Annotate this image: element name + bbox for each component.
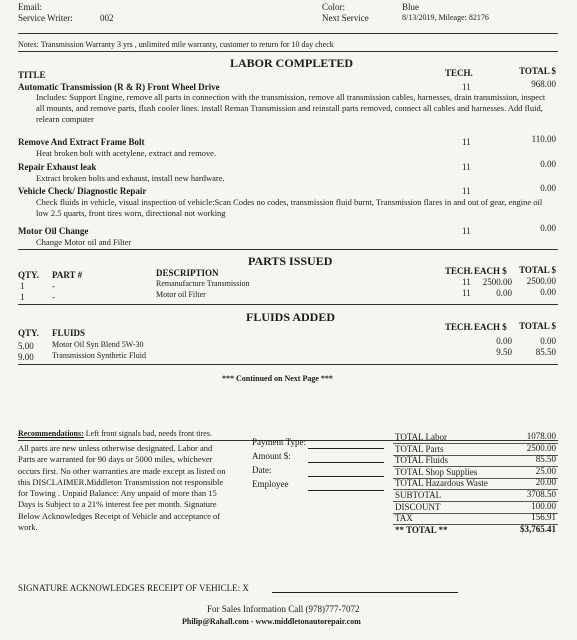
parts-col-total: TOTAL $ xyxy=(519,265,556,275)
totals-value: 85.50 xyxy=(535,454,556,465)
signature-field[interactable] xyxy=(272,592,458,593)
parts-col-desc: DESCRIPTION xyxy=(156,268,219,278)
labor-col-tech: TECH. xyxy=(445,68,473,78)
fluids-col-each: EACH $ xyxy=(474,322,507,332)
notes-text: Transmission Warranty 3 yrs , unlimited mile warranty, customer to return for 10 day check xyxy=(40,40,334,49)
parts-item-tech: 11 xyxy=(462,288,471,298)
signature-label xyxy=(18,583,249,593)
totals-label: DISCOUNT xyxy=(395,501,441,512)
labor-item-tech: 11 xyxy=(462,186,471,196)
totals-label: TAX xyxy=(395,513,413,524)
totals-value: 20.00 xyxy=(535,477,556,488)
parts-col-qty: QTY. xyxy=(18,270,39,280)
labor-item-tech: 11 xyxy=(462,137,471,147)
labor-section-title: LABOR COMPLETED xyxy=(230,56,354,70)
divider xyxy=(18,33,558,34)
totals-value: 3708.50 xyxy=(526,489,556,499)
parts-item-each: 2500.00 xyxy=(482,277,512,287)
service-writer-label: Service Writer: xyxy=(18,13,73,23)
parts-col-each: EACH $ xyxy=(474,266,507,276)
divider xyxy=(18,249,558,250)
parts-item-qty: 1 xyxy=(20,281,25,291)
notes xyxy=(18,40,334,49)
recommendations-text: Left front signals bad, needs front tires. xyxy=(85,429,212,438)
parts-col-tech: TECH. xyxy=(445,266,473,276)
continued-note: *** Continued on Next Page *** xyxy=(222,374,333,383)
fluids-section-title: FLUIDS ADDED xyxy=(246,310,336,324)
parts-item-total: 0.00 xyxy=(540,287,556,297)
totals-label: TOTAL Shop Supplies xyxy=(395,466,478,477)
labor-item-total: 110.00 xyxy=(531,134,556,144)
disclaimer-text: All parts are new unless otherwise designated. Labor and Parts are warranted for 90 days or 5000 miles, whichever occurs first. No other warranties are made except as listed on this DISCLAIMER.Middleton Transmission not responsible for Towing . Unpaid Balance: Any unpaid of more than 15 Days is Subject to a 21% interest fee per month. Signature Below Acknowledges Receipt of Vehicle and acceptance of work. xyxy=(18,443,226,533)
fluids-item-name: Transmission Synthetic Fluid xyxy=(52,351,146,360)
footer-sales-info: For Sales Information Call (978)777-7072 xyxy=(207,604,360,614)
payment-type-field[interactable] xyxy=(308,448,384,449)
labor-item-title: Vehicle Check/ Diagnostic Repair xyxy=(18,186,147,196)
employee-field[interactable] xyxy=(308,490,384,491)
labor-item-title: Automatic Transmission (R & R) Front Wheel Drive xyxy=(18,82,220,92)
recommendations xyxy=(18,429,212,438)
signature-x: X xyxy=(242,583,249,593)
totals-label: ** TOTAL ** xyxy=(395,524,448,535)
color-value: Blue xyxy=(402,2,419,12)
totals-value: 1078.00 xyxy=(526,431,556,441)
fluids-item-qty: 5.00 xyxy=(18,341,34,351)
notes-label: Notes: xyxy=(18,40,39,49)
totals-label: SUBTOTAL xyxy=(395,490,442,500)
totals-label: TOTAL Parts xyxy=(395,443,444,454)
labor-col-title: TITLE xyxy=(18,70,46,80)
fluids-col-fluids: FLUIDS xyxy=(52,328,86,338)
date-field[interactable] xyxy=(308,476,384,477)
amount-field[interactable] xyxy=(308,462,384,463)
labor-item-desc: Heat broken bolt with acetylene, extract and remove. xyxy=(36,148,217,158)
parts-item-qty: 1 xyxy=(20,292,25,302)
labor-item-desc: Includes: Support Engine, remove all parts in connection with the transmission, remove all transmission cables, harnesses, drain transmission, inspect all mounts, and remove parts, flush cooler lines. install Reman Transmission and reinstall parts removed, connect all cables and harnesses. Add fluid, relearn computer xyxy=(36,92,546,124)
email-label: Email: xyxy=(18,2,42,12)
fluids-item-total: 0.00 xyxy=(540,336,556,346)
signature-text: SIGNATURE ACKNOWLEDGES RECEIPT OF VEHICLE: xyxy=(18,583,241,593)
totals-label: TOTAL Fluids xyxy=(395,455,449,466)
employee-label: Employee xyxy=(252,479,289,489)
parts-item-tech: 11 xyxy=(462,277,471,287)
divider xyxy=(18,364,558,365)
next-service-label: Next Service xyxy=(322,13,369,23)
fluids-col-total: TOTAL $ xyxy=(519,321,556,331)
parts-item-desc: Remanufacture Transmission xyxy=(156,279,250,288)
fluids-col-qty: QTY. xyxy=(18,328,39,338)
parts-section-title: PARTS ISSUED xyxy=(248,254,333,268)
labor-item-tech: 11 xyxy=(462,82,471,92)
totals-value: 156.91 xyxy=(531,512,556,523)
fluids-item-qty: 9.00 xyxy=(18,352,34,362)
labor-item-title: Motor Oil Change xyxy=(18,226,89,236)
labor-item-title: Repair Exhaust leak xyxy=(18,162,97,172)
divider xyxy=(18,51,558,52)
labor-item-total: 0.00 xyxy=(540,223,556,233)
fluids-item-each: 9.50 xyxy=(496,347,512,357)
parts-item-each: 0.00 xyxy=(496,288,512,298)
totals-value: 25.00 xyxy=(535,465,556,476)
labor-item-desc: Check fluids in vehicle, visual inspection of vehicle:Scan Codes no codes, transmission fluid burnt, Transmission flares in and out of gear, engine oil low 2.5 quarts, front tires worn, directional not working xyxy=(36,197,543,218)
parts-item-part: - xyxy=(52,292,55,302)
recommendations-label: Recommendations: xyxy=(18,429,84,438)
parts-item-desc: Motor oil Filter xyxy=(156,290,206,299)
service-writer-value: 002 xyxy=(100,13,114,23)
labor-item-desc: Change Motor oil and Filter xyxy=(36,237,132,247)
labor-col-total: TOTAL $ xyxy=(519,66,556,76)
totals-label: TOTAL Hazardous Waste xyxy=(395,478,488,489)
labor-item-tech: 11 xyxy=(462,226,471,236)
fluids-col-tech: TECH. xyxy=(445,322,473,332)
date-label: Date: xyxy=(252,465,272,475)
labor-item-total: 0.00 xyxy=(540,159,556,169)
footer-contact: Philip@Rahall.com - www.middletonautorepair.com xyxy=(182,617,361,626)
payment-type-label: Payment Type: xyxy=(252,437,306,447)
parts-item-part: - xyxy=(52,281,55,291)
totals-label: TOTAL Labor xyxy=(395,432,448,442)
parts-col-part: PART # xyxy=(52,270,83,280)
labor-item-total: 0.00 xyxy=(540,183,556,193)
labor-item-title: Remove And Extract Frame Bolt xyxy=(18,137,145,147)
labor-item-desc: Extract broken bolts and exhaust, install new hardware. xyxy=(36,173,225,183)
parts-item-total: 2500.00 xyxy=(526,276,556,286)
totals-value: $3,765.41 xyxy=(520,523,556,534)
divider xyxy=(18,304,558,305)
next-service-value: 8/13/2019, Mileage: 82176 xyxy=(402,13,489,22)
fluids-item-total: 85.50 xyxy=(535,347,556,357)
color-label: Color: xyxy=(322,2,346,12)
labor-item-total: 968.00 xyxy=(531,79,556,89)
totals-value: 100.00 xyxy=(531,500,556,511)
totals-value: 2500.00 xyxy=(526,442,556,453)
labor-item-tech: 11 xyxy=(462,162,471,172)
fluids-item-each: 0.00 xyxy=(496,336,512,346)
amount-label: Amount $: xyxy=(252,451,291,461)
fluids-item-name: Motor Oil Syn Blend 5W-30 xyxy=(52,340,144,349)
